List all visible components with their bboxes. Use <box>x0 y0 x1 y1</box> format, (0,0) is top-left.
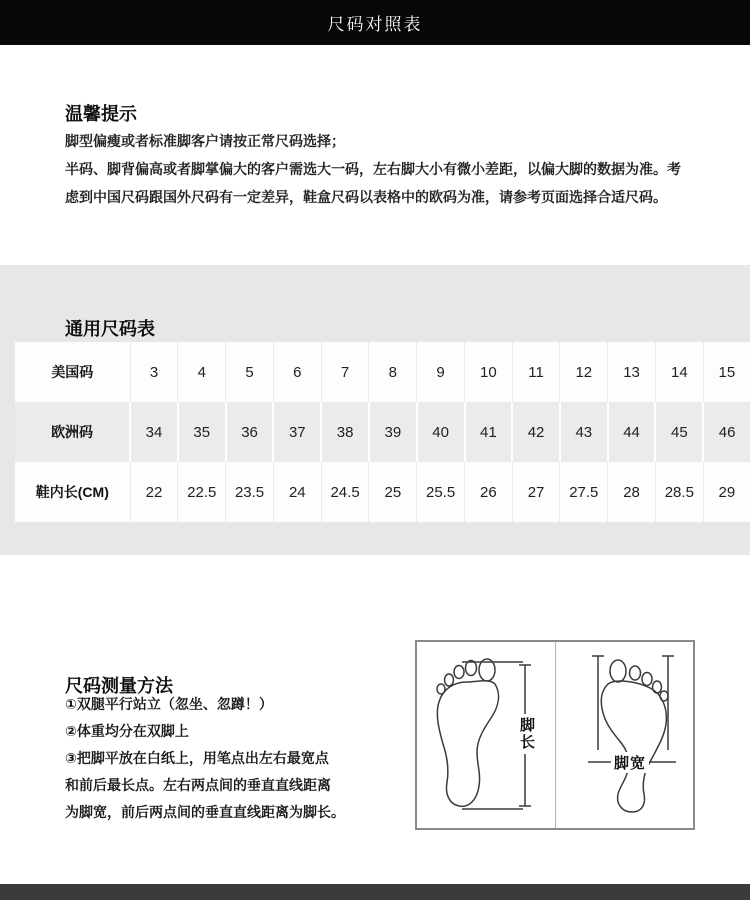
size-cell: 14 <box>655 342 703 402</box>
size-cell: 26 <box>465 462 513 522</box>
measure-line-2: ②体重均分在双脚上 <box>65 723 189 739</box>
size-cell: 22 <box>130 462 178 522</box>
tips-paragraph-1: 脚型偏瘦或者标准脚客户请按正常尺码选择； <box>65 133 345 149</box>
size-cell: 13 <box>608 342 656 402</box>
foot-measure-diagram <box>415 640 695 830</box>
size-cell: 10 <box>465 342 513 402</box>
size-cell: 5 <box>226 342 274 402</box>
size-cell: 45 <box>655 402 703 462</box>
size-cell: 12 <box>560 342 608 402</box>
size-cell: 42 <box>512 402 560 462</box>
size-cell: 28.5 <box>655 462 703 522</box>
tips-heading: 温馨提示 <box>65 103 137 124</box>
measure-line-4: 和前后最长点。左右两点间的垂直直线距离 <box>65 777 331 793</box>
size-cell: 3 <box>130 342 178 402</box>
tips-body <box>65 127 689 211</box>
foot-length-panel <box>417 642 555 828</box>
measure-heading: 尺码测量方法 <box>65 675 173 696</box>
size-cell: 27 <box>512 462 560 522</box>
footer-bar <box>0 884 750 900</box>
size-cell: 43 <box>560 402 608 462</box>
measure-line-1: ①双腿平行站立（忽坐、忽蹲！） <box>65 696 273 712</box>
size-table-section <box>0 265 750 555</box>
size-cell: 7 <box>321 342 369 402</box>
size-cell: 4 <box>178 342 226 402</box>
size-cell: 23.5 <box>226 462 274 522</box>
size-cell: 24 <box>273 462 321 522</box>
size-cell: 38 <box>321 402 369 462</box>
size-cell: 9 <box>417 342 465 402</box>
size-table-row-3 <box>15 462 750 522</box>
foot-width-panel <box>555 642 694 828</box>
size-table-row-2 <box>15 402 750 462</box>
tips-paragraph-2: 半码、脚背偏高或者脚掌偏大的客户需选大一码，左右脚大小有微小差距，以偏大脚的数据为准。考虑到中国尺码跟国外尺码有一定差异，鞋盒尺码以表格中的欧码为准，请参考页面选择合适尺码。 <box>65 161 681 205</box>
size-table <box>15 342 750 522</box>
size-cell: 29 <box>703 462 750 522</box>
size-cell: 22.5 <box>178 462 226 522</box>
foot-length-label: 脚长 <box>516 714 537 754</box>
size-cell: 37 <box>273 402 321 462</box>
size-cell: 11 <box>512 342 560 402</box>
row-label: 欧洲码 <box>15 402 130 462</box>
row-label: 美国码 <box>15 342 130 402</box>
row-label: 鞋内长(CM) <box>15 462 130 522</box>
size-table-heading: 通用尺码表 <box>65 318 155 339</box>
size-cell: 39 <box>369 402 417 462</box>
size-cell: 40 <box>417 402 465 462</box>
size-cell: 35 <box>178 402 226 462</box>
size-cell: 28 <box>608 462 656 522</box>
measure-line-3: ③把脚平放在白纸上，用笔点出左右最宽点 <box>65 750 329 766</box>
size-cell: 34 <box>130 402 178 462</box>
size-cell: 15 <box>703 342 750 402</box>
size-cell: 27.5 <box>560 462 608 522</box>
size-cell: 25.5 <box>417 462 465 522</box>
size-cell: 46 <box>703 402 750 462</box>
size-cell: 6 <box>273 342 321 402</box>
right-footprint-icon <box>556 642 693 828</box>
foot-width-label: 脚宽 <box>611 752 649 773</box>
size-table-row-1 <box>15 342 750 402</box>
size-cell: 41 <box>465 402 513 462</box>
page-title: 尺码对照表 <box>327 15 423 34</box>
measure-instructions <box>65 691 405 826</box>
size-cell: 36 <box>226 402 274 462</box>
measure-line-5: 为脚宽，前后两点间的垂直直线距离为脚长。 <box>65 804 345 820</box>
header-bar <box>0 0 750 45</box>
size-cell: 44 <box>608 402 656 462</box>
size-cell: 24.5 <box>321 462 369 522</box>
size-cell: 25 <box>369 462 417 522</box>
size-cell: 8 <box>369 342 417 402</box>
